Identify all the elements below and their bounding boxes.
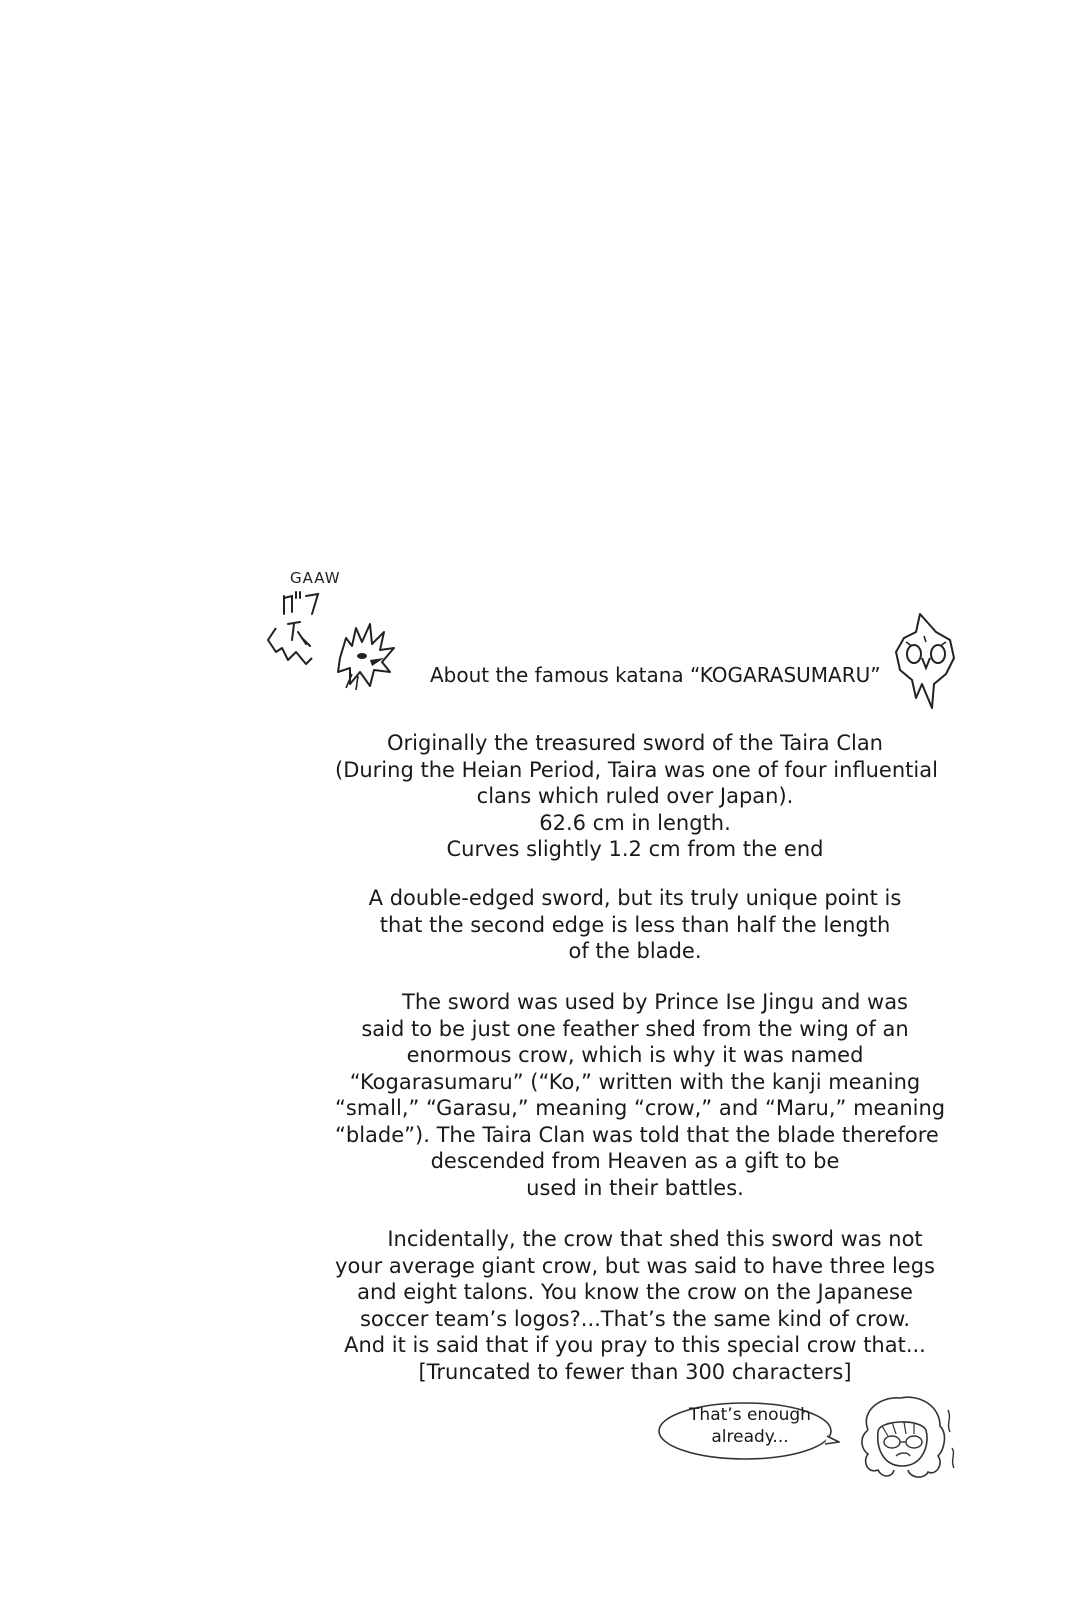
crow-line: Incidentally, the crow that shed this sword was not [387,1227,923,1251]
legend-line: “Kogarasumaru” (“Ko,” written with the kanji meaning [349,1069,921,1094]
crow-line: and eight talons. You know the crow on the Japanese [357,1280,913,1304]
edges-line: of the blade. [568,939,702,963]
page-heading: About the famous katana “KOGARASUMARU” [430,663,881,687]
intro-line: 62.6 cm in length. [539,810,731,835]
legend-line: enormous crow, which is why it was named [406,1043,864,1067]
crow-line: [Truncated to fewer than 300 characters] [418,1359,852,1384]
sfx-label: GAAW [290,569,341,587]
legend-line: The sword was used by Prince Ise Jingu and was [402,990,908,1014]
crow-line: your average giant crow, but was said to have three legs [335,1253,935,1278]
edges-line: that the second edge is less than half the length [379,912,891,937]
crow-doodle-right-icon [886,612,966,712]
legend-line: “small,” “Garasu,” meaning “crow,” and “Maru,” meaning [335,1096,946,1120]
crow-line: And it is said that if you pray to this special crow that... [344,1333,926,1357]
speech-text [680,1404,820,1448]
speech-line: already... [711,1427,789,1447]
intro-line: clans which ruled over Japan). [476,784,794,808]
legend-line: said to be just one feather shed from the wing of an [361,1016,909,1041]
intro-paragraph [335,730,938,863]
legend-line: used in their battles. [526,1175,744,1200]
crow-line: soccer team’s logos?...That’s the same kind of crow. [359,1306,911,1331]
crow-doodle-left-icon [262,588,407,693]
edges-paragraph [335,885,935,965]
speech-line: That’s enough [689,1405,811,1425]
legend-line: descended from Heaven as a gift to be [430,1149,840,1173]
crow-paragraph [335,1226,935,1385]
legend-paragraph [335,989,946,1201]
edges-line: A double-edged sword, but its truly unique point is [368,886,902,910]
author-avatar-icon [848,1390,958,1485]
intro-line: Curves slightly 1.2 cm from the end [446,837,824,861]
intro-line: Originally the treasured sword of the Taira Clan [387,731,883,755]
intro-line: (During the Heian Period, Taira was one of four influential [335,757,938,782]
legend-line: “blade”). The Taira Clan was told that the blade therefore [335,1122,939,1147]
